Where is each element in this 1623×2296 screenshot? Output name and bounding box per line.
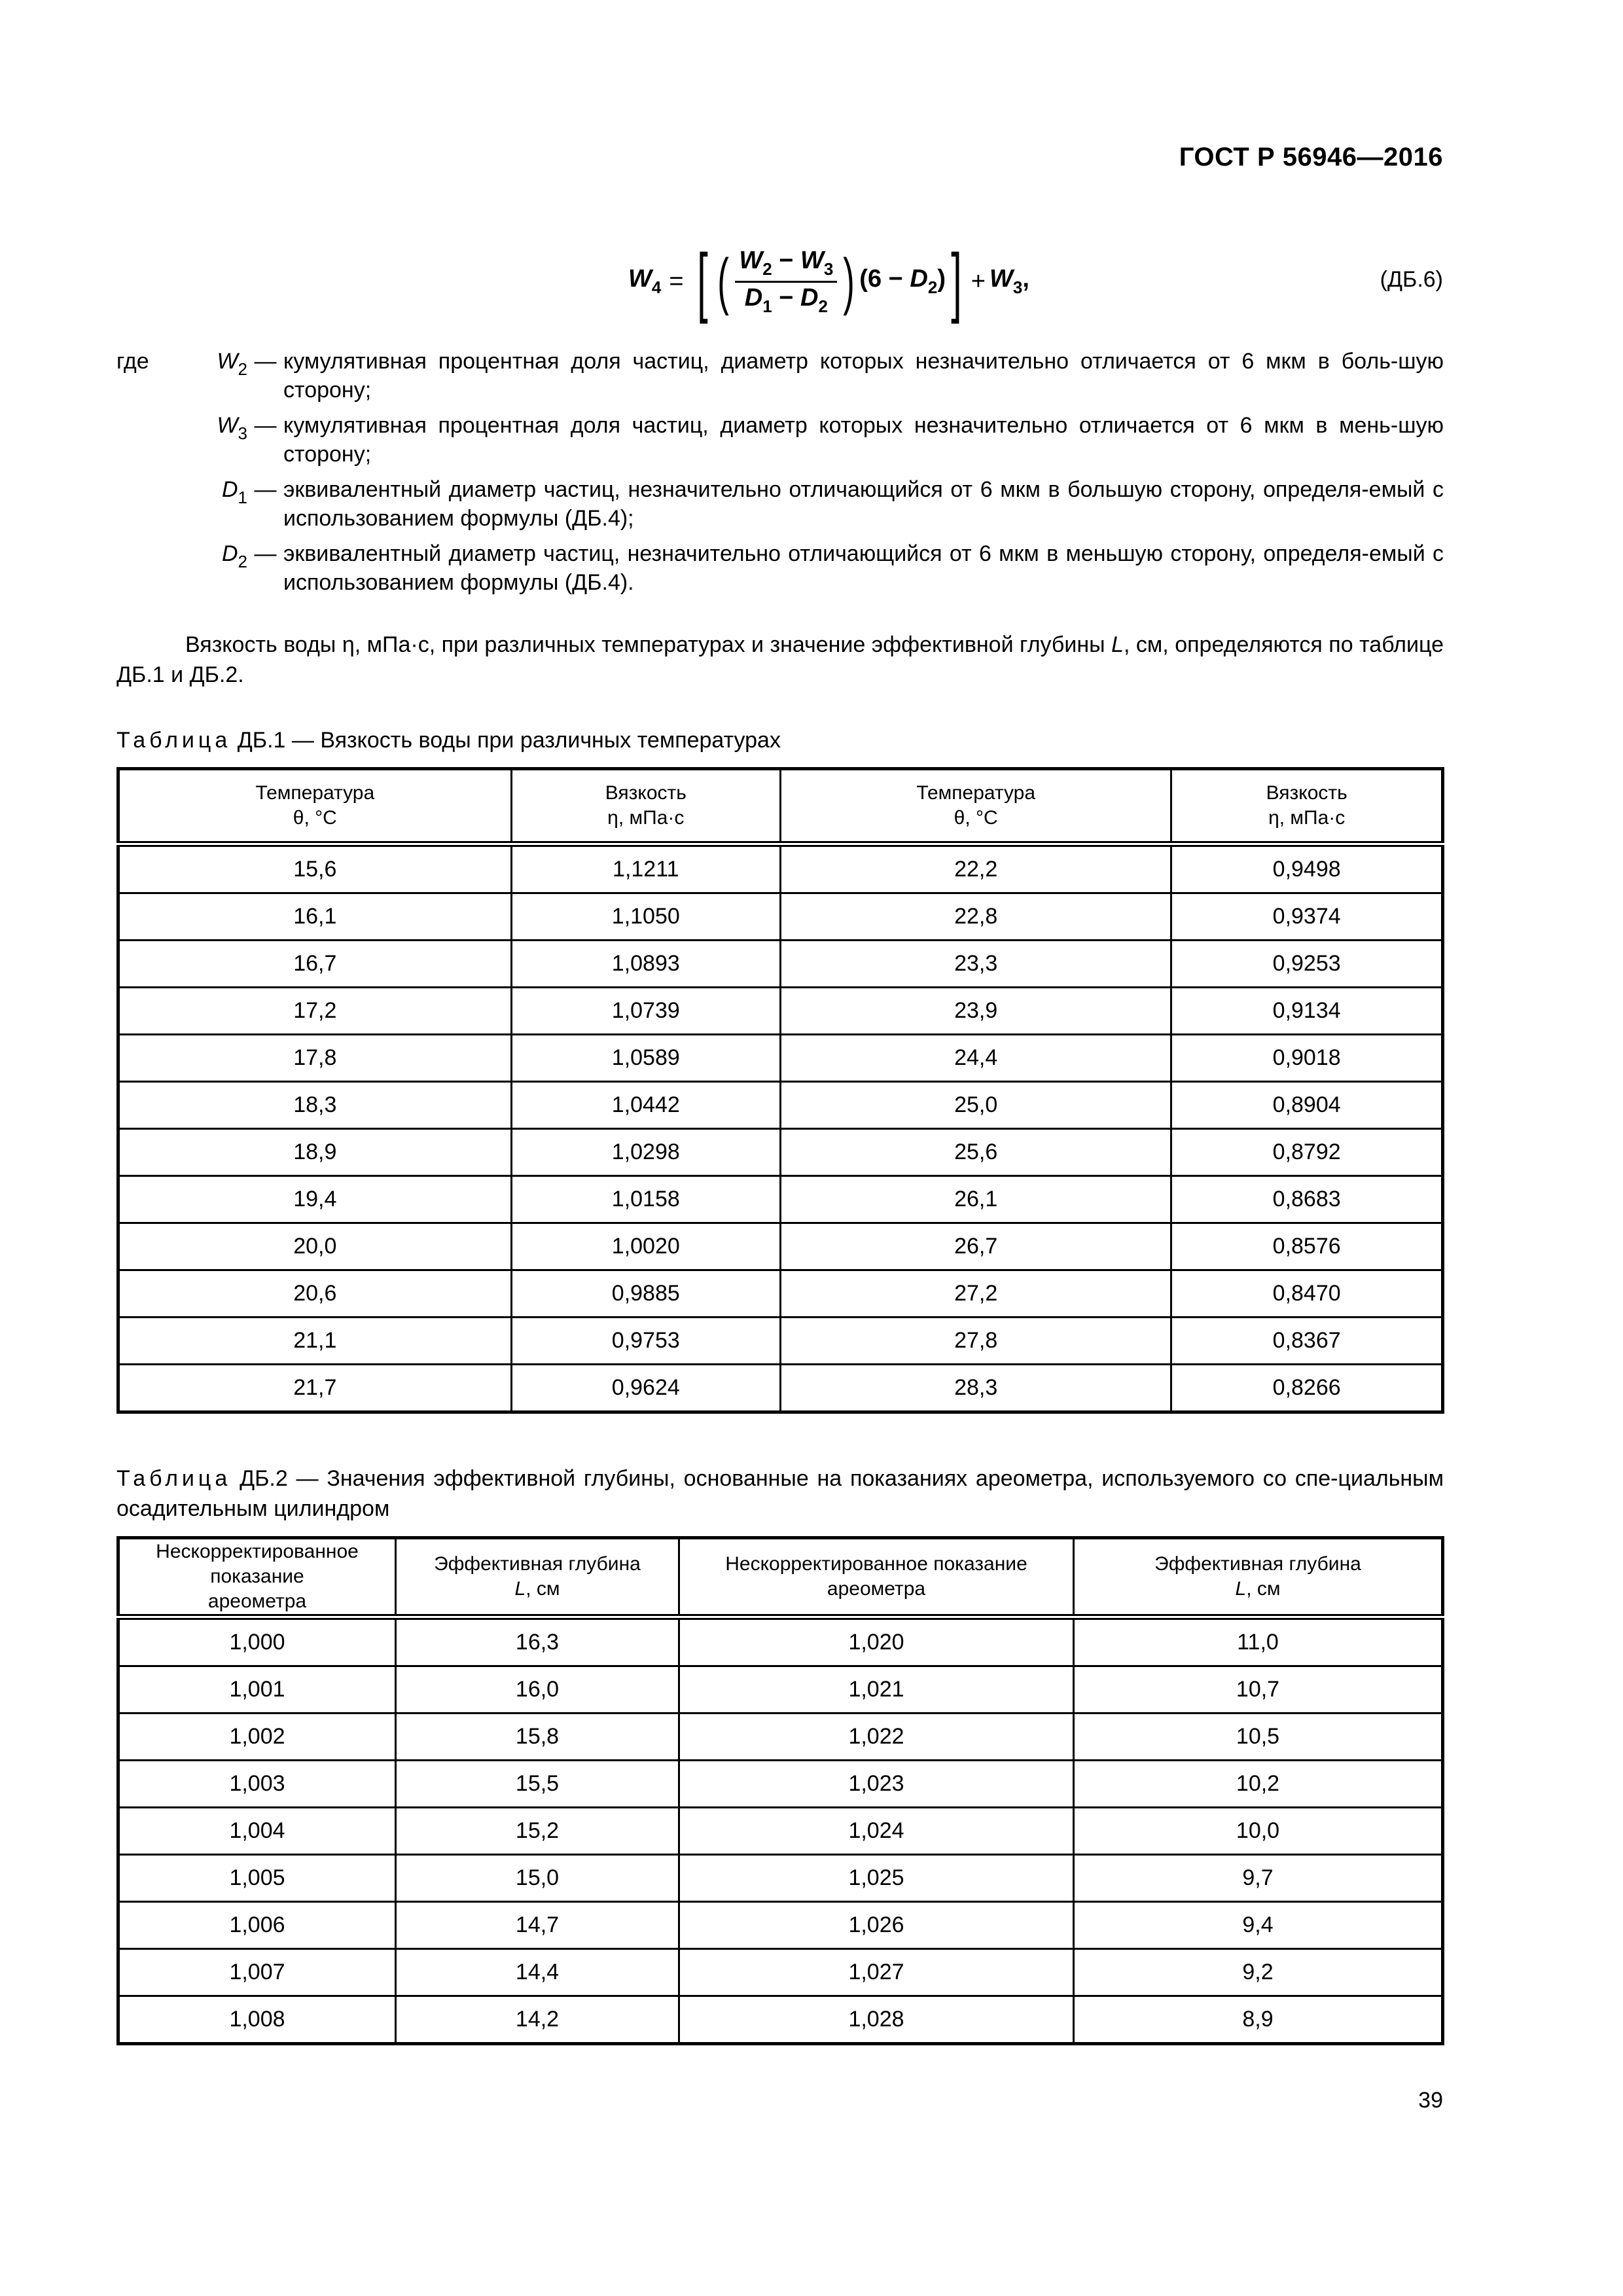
table-header-row	[118, 769, 1443, 844]
table-cell: 15,2	[396, 1808, 679, 1855]
table-row	[118, 893, 1443, 941]
definition-item: $W_3$ — кумулятивная процентная доля частиц, диаметр которых незначительно отличается от 6 мкм в мень-шую сторону;	[116, 411, 1444, 469]
table-cell: 0,8904	[1171, 1082, 1443, 1129]
table-cell: 9,4	[1074, 1902, 1443, 1949]
definition-text: эквивалентный диаметр частиц, незначительно отличающийся от 6 мкм в меньшую сторону, определя-емый с использованием формулы (ДБ.4).	[283, 541, 1444, 595]
formula-open-paren: (	[717, 246, 730, 316]
table-cell: 23,3	[780, 941, 1171, 988]
table1-caption: Таблица ДБ.1 — Вязкость воды при различных температурах	[116, 728, 781, 753]
table-cell: 22,2	[780, 844, 1171, 893]
table-cell: 0,8367	[1171, 1318, 1443, 1365]
table-cell: 10,0	[1074, 1808, 1443, 1855]
table-cell: 1,0893	[511, 941, 780, 988]
formula-fraction	[735, 247, 837, 317]
table-cell: 24,4	[780, 1035, 1171, 1082]
table-row	[118, 988, 1443, 1035]
definition-item: где $W_2$ — кумулятивная процентная доля частиц, диаметр которых незначительно отличается от 6 мкм в боль-шую сторону;	[116, 347, 1444, 404]
table-cell: 0,9753	[511, 1318, 780, 1365]
table-cell: 1,001	[118, 1666, 396, 1713]
table-row	[118, 1270, 1443, 1318]
table-cell: 16,3	[396, 1617, 679, 1666]
col-header-temperature: Температура θ, °С	[780, 769, 1171, 844]
table-cell: 1,023	[679, 1761, 1074, 1808]
table-cell: 16,0	[396, 1666, 679, 1713]
table-cell: 22,8	[780, 893, 1171, 941]
table-cell: 10,5	[1074, 1713, 1443, 1761]
table-cell: 1,004	[118, 1808, 396, 1855]
table-row	[118, 1129, 1443, 1176]
table-row	[118, 1176, 1443, 1223]
table-cell: 8,9	[1074, 1996, 1443, 2044]
table-cell: 18,3	[118, 1082, 512, 1129]
table-cell: 15,5	[396, 1761, 679, 1808]
formula-db6	[628, 236, 1029, 327]
table-cell: 1,0298	[511, 1129, 780, 1176]
col-header-effective-depth: Эффективная глубина L, см	[396, 1538, 679, 1617]
table-cell: 1,003	[118, 1761, 396, 1808]
table-row	[118, 1902, 1443, 1949]
table-row	[118, 844, 1443, 893]
table-cell: 0,9253	[1171, 941, 1443, 988]
table-cell: 1,005	[118, 1855, 396, 1902]
definition-text: эквивалентный диаметр частиц, незначительно отличающийся от 6 мкм в большую сторону, определя-емый с использованием формулы (ДБ.4);	[283, 477, 1444, 531]
table-cell: 15,0	[396, 1855, 679, 1902]
table-cell: 16,7	[118, 941, 512, 988]
table-row	[118, 1713, 1443, 1761]
table-cell: 1,0158	[511, 1176, 780, 1223]
col-header-viscosity: Вязкость η, мПа·с	[511, 769, 780, 844]
viscosity-table	[116, 767, 1444, 1414]
table-cell: 27,2	[780, 1270, 1171, 1318]
formula-plus: +	[971, 267, 986, 295]
definition-symbol: $D_1$	[221, 477, 247, 507]
col-header-effective-depth: Эффективная глубина L, см	[1074, 1538, 1443, 1617]
table-cell: 17,2	[118, 988, 512, 1035]
table-cell: 1,008	[118, 1996, 396, 2044]
table-cell: 0,9374	[1171, 893, 1443, 941]
table-cell: 20,6	[118, 1270, 512, 1318]
formula-denominator: $D_1 - D_2$	[744, 283, 828, 316]
table-cell: 0,8576	[1171, 1223, 1443, 1270]
definition-item: $D_1$ — эквивалентный диаметр частиц, незначительно отличающийся от 6 мкм в большую сторону, определя-емый с использованием формулы (ДБ.4);	[116, 475, 1444, 533]
table-cell: 10,2	[1074, 1761, 1443, 1808]
table-row	[118, 1082, 1443, 1129]
table-cell: 0,9624	[511, 1365, 780, 1412]
table-row	[118, 1617, 1443, 1666]
formula-close-bracket: ]	[951, 238, 962, 325]
table-cell: 1,026	[679, 1902, 1074, 1949]
formula-equals: =	[669, 267, 684, 295]
table-cell: 0,9885	[511, 1270, 780, 1318]
definitions-list	[116, 347, 1444, 603]
table-cell: 1,022	[679, 1713, 1074, 1761]
table-cell: 16,1	[118, 893, 512, 941]
table-row	[118, 1666, 1443, 1713]
definition-symbol: $D_2$	[221, 541, 247, 571]
table-row	[118, 1761, 1443, 1808]
col-header-temperature: Температура θ, °С	[118, 769, 512, 844]
table-row	[118, 1318, 1443, 1365]
table-cell: 9,7	[1074, 1855, 1443, 1902]
table-cell: 14,4	[396, 1949, 679, 1996]
table-cell: 0,9134	[1171, 988, 1443, 1035]
table-cell: 27,8	[780, 1318, 1171, 1365]
table-cell: 25,6	[780, 1129, 1171, 1176]
table-cell: 11,0	[1074, 1617, 1443, 1666]
table-cell: 1,006	[118, 1902, 396, 1949]
table-row	[118, 1365, 1443, 1412]
table-cell: 1,0020	[511, 1223, 780, 1270]
table-cell: 25,0	[780, 1082, 1171, 1129]
table-cell: 1,0739	[511, 988, 780, 1035]
table-cell: 1,024	[679, 1808, 1074, 1855]
table-cell: 20,0	[118, 1223, 512, 1270]
table-cell: 14,2	[396, 1996, 679, 2044]
table-cell: 15,6	[118, 844, 512, 893]
table-header-row	[118, 1538, 1443, 1617]
table-cell: 1,1211	[511, 844, 780, 893]
formula-numerator: $W_2 - W_3$	[735, 247, 837, 283]
table-cell: 1,021	[679, 1666, 1074, 1713]
table-cell: 21,7	[118, 1365, 512, 1412]
formula-close-paren: )	[843, 246, 855, 316]
table-cell: 17,8	[118, 1035, 512, 1082]
table-row	[118, 1996, 1443, 2044]
table-row	[118, 1855, 1443, 1902]
table-cell: 21,1	[118, 1318, 512, 1365]
table-row	[118, 1035, 1443, 1082]
table-cell: 10,7	[1074, 1666, 1443, 1713]
table-cell: 0,8683	[1171, 1176, 1443, 1223]
table-cell: 0,9498	[1171, 844, 1443, 893]
document-standard-id: ГОСТ Р 56946—2016	[1179, 143, 1443, 171]
table-cell: 28,3	[780, 1365, 1171, 1412]
effective-depth-table	[116, 1536, 1444, 2045]
definition-text: кумулятивная процентная доля частиц, диаметр которых незначительно отличается от 6 мкм в боль-шую сторону;	[283, 349, 1444, 403]
table-row	[118, 941, 1443, 988]
definition-symbol: $W_3$	[217, 413, 247, 443]
formula-open-bracket: [	[696, 238, 708, 325]
equation-number: (ДБ.6)	[1380, 267, 1443, 292]
table-cell: 1,007	[118, 1949, 396, 1996]
table-cell: 26,7	[780, 1223, 1171, 1270]
table-row	[118, 1949, 1443, 1996]
table-cell: 1,025	[679, 1855, 1074, 1902]
table-row	[118, 1808, 1443, 1855]
body-paragraph: Вязкость воды η, мПа·с, при различных температурах и значение эффективной глубины L, см, определяются по таблице ДБ.1 и ДБ.2.	[116, 632, 1444, 687]
col-header-viscosity: Вязкость η, мПа·с	[1171, 769, 1443, 844]
table-cell: 0,8266	[1171, 1365, 1443, 1412]
formula-lhs: $W_4$	[628, 265, 662, 297]
definition-symbol: $W_2$	[217, 349, 247, 379]
table-cell: 1,000	[118, 1617, 396, 1666]
table-cell: 1,028	[679, 1996, 1074, 2044]
table-cell: 14,7	[396, 1902, 679, 1949]
table-cell: 18,9	[118, 1129, 512, 1176]
col-header-hydrometer-reading: Нескорректированное показание ареометра	[679, 1538, 1074, 1617]
table2-caption: Таблица ДБ.2 — Значения эффективной глубины, основанные на показаниях ареометра, используемого со спе-циальным осадительным цилиндром	[116, 1466, 1444, 1521]
table-cell: 0,8792	[1171, 1129, 1443, 1176]
table-cell: 23,9	[780, 988, 1171, 1035]
table-cell: 1,0442	[511, 1082, 780, 1129]
table-cell: 1,0589	[511, 1035, 780, 1082]
page-number: 39	[1418, 2088, 1443, 2113]
table-cell: 19,4	[118, 1176, 512, 1223]
table-cell: 0,8470	[1171, 1270, 1443, 1318]
table-cell: 1,1050	[511, 893, 780, 941]
table-cell: 1,027	[679, 1949, 1074, 1996]
col-header-hydrometer-reading: Нескорректированное показание ареометра	[118, 1538, 396, 1617]
definition-item: $D_2$ — эквивалентный диаметр частиц, незначительно отличающийся от 6 мкм в меньшую сторону, определя-емый с использованием формулы (ДБ.4).	[116, 539, 1444, 597]
formula-factor: $(6 - D_2)$	[859, 265, 946, 297]
table-cell: 26,1	[780, 1176, 1171, 1223]
definition-text: кумулятивная процентная доля частиц, диаметр которых незначительно отличается от 6 мкм в мень-шую сторону;	[283, 413, 1444, 467]
table-row	[118, 1223, 1443, 1270]
table-cell: 1,020	[679, 1617, 1074, 1666]
where-label: где	[116, 349, 149, 374]
table-cell: 1,002	[118, 1713, 396, 1761]
formula-tail: $W_3$,	[989, 265, 1029, 297]
table-cell: 15,8	[396, 1713, 679, 1761]
table-cell: 9,2	[1074, 1949, 1443, 1996]
table-cell: 0,9018	[1171, 1035, 1443, 1082]
